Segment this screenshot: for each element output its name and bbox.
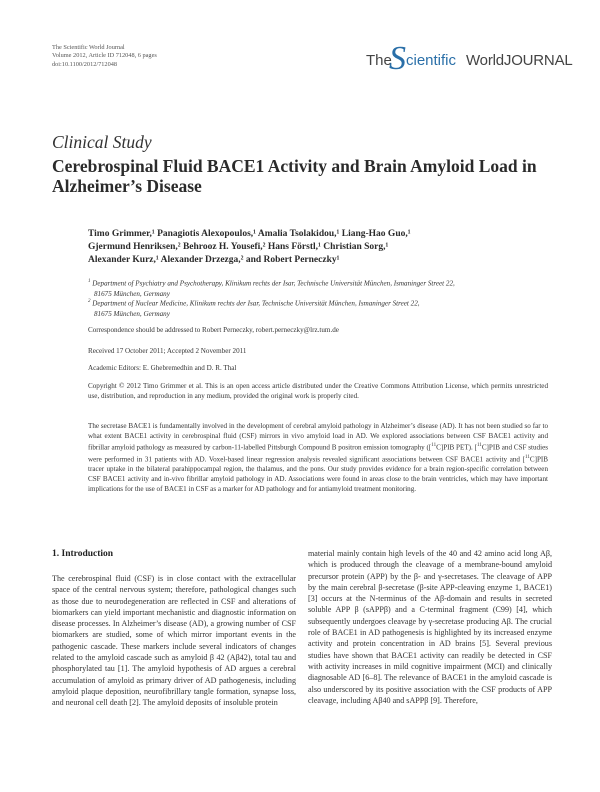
logo-world: WorldJOURNAL — [466, 52, 573, 69]
journal-volume: Volume 2012, Article ID 712048, 6 pages — [52, 52, 157, 60]
affiliation-2 — [88, 297, 548, 319]
body-column-left: The cerebrospinal fluid (CSF) is in close contact with the extracellular space of the central nervous system; therefore, pathological changes such as those due to neurodegeneration are reflected in CSF and alterations of biomarkers can yield important mechanistic and diagnostic information on disease processes. In Alzheimer’s disease (AD), a growing number of CSF biomarkers are studied, some of which mirror important events in the pathogenic cascade. These markers include several indicators of changes related to the amyloid cascade such as amyloid β 42 (Aβ42), total tau and phosphorylated tau [1]. The amyloid hypothesis of AD argues a cerebral accumulation of amyloid as primary driver of AD pathogenesis, including amyloid plaque deposition, neurofibrillary tangle formation, synapse loss, and neuronal cell death [2]. The amyloid deposits of insoluble protein — [52, 574, 296, 708]
affiliation-line: Department of Psychiatry and Psychotherapy, Klinikum rechts der Isar, Technische Universität München, Ismaninger Street 22, — [92, 279, 455, 288]
copyright: Copyright © 2012 Timo Grimmer et al. This is an open access article distributed under the Creative Commons Attribution License, which permits unrestricted use, distribution, and reproduction in any medium, provided the original work is properly cited. — [88, 382, 548, 400]
academic-editors: Academic Editors: E. Ghebremedhin and D. R. Thal — [88, 364, 237, 372]
journal-name: The Scientific World Journal — [52, 44, 125, 51]
logo-s: S — [389, 40, 406, 77]
author-line: Timo Grimmer,¹ Panagiotis Alexopoulos,¹ Amalia Tsolakidou,¹ Liang-Hao Guo,¹ — [88, 229, 411, 239]
isotope-sup: 11 — [431, 443, 437, 449]
author-line: Gjermund Henriksen,² Behrooz H. Yousefi,² Hans Förstl,¹ Christian Sorg,¹ — [88, 242, 389, 252]
abstract-text: The secretase BACE1 is fundamentally involved in the development of cerebral amyloid pathology in Alzheimer’s disease (AD). It has not been studied so far to what extent BACE1 activity in cerebrospinal fluid (CSF) mirrors in vivo amyloid load in AD. We explored associations between CSF BACE1 activity and fibrillar amyloid pathology as measured by carbon-11-labelled Pittsburgh Compound B positron emission tomography ([ — [88, 422, 548, 452]
journal-meta — [52, 44, 157, 69]
journal-logo — [366, 40, 573, 80]
author-list — [88, 228, 548, 267]
isotope-sup: 11 — [525, 454, 530, 460]
affiliation-1 — [88, 277, 548, 299]
correspondence: Correspondence should be addressed to Robert Perneczky, robert.perneczky@lrz.tum.de — [88, 326, 339, 334]
affiliation-line: 81675 München, Germany — [94, 309, 170, 318]
abstract — [88, 421, 548, 494]
section-heading: 1. Introduction — [52, 549, 114, 559]
body-column-right: material mainly contain high levels of the 40 and 42 amino acid long Aβ, which is produced through the cleavage of a membrane-bound amyloid precursor protein (APP) by the β- and γ-secretases. The cleavage of APP by the main cerebral β-secretase (β-site APP-cleaving enzyme 1, BACE1) [3] occurs at the N-terminus of the Aβ-domain and results in secreted soluble APP β (sAPPβ) and a C-terminal fragment (C99) [4], which subsequently undergoes cleavage by γ-secretase producing Aβ. The crucial role of BACE1 in AD pathogenesis is highlighted by its increased enzyme activity and protein concentration in AD brains [5]. Several previous studies have shown that BACE1 activity can readily be detected in CSF with activity increases in mild cognitive impairment (MCI) and clinically diagnosable AD [6–8]. The relevance of BACE1 in the amyloid cascade is also underscored by its positive association with the CSF products of APP cleavage, including Aβ40 and sAPPβ [9]. Therefore, — [308, 549, 552, 705]
isotope-sup: 11 — [476, 443, 482, 449]
affiliation-line: 81675 München, Germany — [94, 289, 170, 298]
paper-title: Cerebrospinal Fluid BACE1 Activity and Brain Amyloid Load in Alzheimer’s Disease — [52, 156, 537, 196]
study-type: Clinical Study — [52, 132, 152, 152]
affiliation-line: Department of Nuclear Medicine, Klinikum rechts der Isar, Technische Universität München, Ismaninger Street 22, — [92, 299, 420, 308]
abstract-text: C]PIB PET). [ — [436, 443, 477, 452]
author-line: Alexander Kurz,¹ Alexander Drzezga,² and Robert Perneczky¹ — [88, 255, 340, 265]
logo-the: The — [366, 52, 392, 69]
affiliation-sup: 1 — [88, 279, 91, 284]
logo-cientific: cientific — [406, 52, 457, 69]
abstract-text: C]PIB and CSF studies were performed in 31 patients with AD. Voxel-based linear regression analysis revealed significant associations between CSF BACE1 activity and [ — [88, 443, 548, 463]
affiliation-sup: 2 — [88, 299, 91, 304]
journal-doi: doi:10.1100/2012/712048 — [52, 60, 118, 68]
abstract-text: C]PIB tracer uptake in the bilateral parahippocampal region, the thalamus, and the pons. Our study provides evidence for a brain region-specific correlation between CSF BACE1 activity and in-vivo fibrillar amyloid pathology in AD. Associations were found in areas close to the brain ventricles, which may have important implications for the use of BACE1 in CSF as a marker for AD pathology and for antiamyloid treatment monitoring. — [88, 455, 548, 494]
received-date: Received 17 October 2011; Accepted 2 November 2011 — [88, 347, 247, 355]
